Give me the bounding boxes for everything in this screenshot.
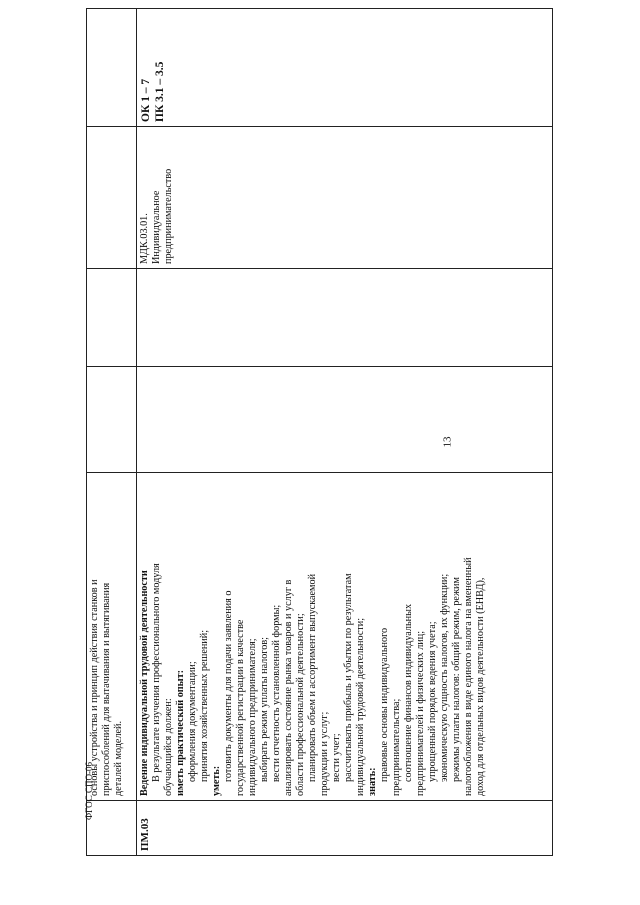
- table-row-pm03: [137, 8, 553, 855]
- skills-line: продукции и услуг;: [319, 711, 330, 796]
- skills-heading: уметь:: [211, 765, 222, 796]
- knowledge-line: экономическую сущность налогов, их функции;: [439, 573, 450, 782]
- skills-line: индивидуального предпринимателя;: [247, 638, 258, 796]
- intro-line: В результате изучения профессионального модуля: [151, 563, 162, 782]
- knowledge-heading: знать:: [367, 767, 378, 796]
- skills-line: рассчитывать прибыль и убытки по результатам: [343, 573, 354, 782]
- content-line: приспособлений для вытачивания и вытягивания: [101, 582, 112, 796]
- experience-item: принятия хозяйственных решений;: [199, 629, 210, 782]
- skills-line: вести учет;: [331, 733, 342, 782]
- mdk-title-line: Индивидуальное: [151, 190, 162, 264]
- skills-line: индивидуальной трудовой деятельности;: [355, 617, 366, 796]
- module-title: Ведение индивидуальной трудовой деятельности: [139, 570, 150, 796]
- knowledge-line: предпринимателей и физических лиц;: [415, 630, 426, 796]
- competencies-cell: [137, 8, 553, 126]
- intro-line: обучающийся должен:: [163, 698, 174, 796]
- skills-line: выбирать режим уплаты налогов;: [259, 636, 270, 782]
- code-cell: [87, 800, 136, 855]
- content-cell: [87, 472, 136, 800]
- experience-item: оформления документации;: [187, 661, 198, 782]
- knowledge-line: упрощенный порядок ведения учета;: [427, 621, 438, 782]
- knowledge-line: режимы уплаты налогов: общий режим, режим: [451, 577, 462, 782]
- rotated-sheet: [86, 8, 553, 856]
- hours-max-cell: [87, 366, 136, 472]
- module-code: ПМ.03: [139, 818, 151, 851]
- knowledge-line: предпринимательства;: [391, 698, 402, 796]
- skills-line: области профессиональной деятельности;: [295, 613, 306, 796]
- knowledge-line: правовые основы индивидуального: [379, 627, 390, 782]
- content-line: основы устройства и принцип действия станков и: [89, 579, 100, 796]
- knowledge-line: соотношение финансов индивидуальных: [403, 603, 414, 782]
- skills-line: анализировать состояние рынка товаров и услуг в: [283, 579, 294, 796]
- mdk-cell: [137, 126, 553, 268]
- mdk-code: МДК.03.01.: [139, 213, 150, 264]
- knowledge-line: доход для отдельных видов деятельности (ЕНВД),: [475, 577, 486, 796]
- knowledge-line: налогообложения в виде единого налога на вмененный: [463, 557, 474, 796]
- content-cell: [137, 472, 553, 800]
- table-row-continuation: [87, 8, 137, 855]
- footer-note: [84, 762, 194, 824]
- mdk-title-line: предпринимательство: [163, 168, 174, 264]
- skills-line: планировать объем и ассортимент выпускаемой: [307, 573, 318, 782]
- competency-pk: ПК 3.1 – 3.5: [154, 61, 166, 122]
- mdk-cell: [87, 126, 136, 268]
- competencies-cell: [87, 8, 136, 126]
- code-cell: [137, 800, 553, 855]
- skills-line: вести отчетность установленной формы;: [271, 604, 282, 782]
- hours-class-cell: [87, 268, 136, 366]
- skills-line: государственной регистрации в качестве: [235, 619, 246, 796]
- competency-ok: ОК 1 – 7: [140, 78, 152, 122]
- content-line: деталей моделей.: [113, 720, 124, 796]
- curriculum-table: [86, 8, 553, 856]
- page-number-text: 13: [441, 436, 453, 448]
- experience-heading: иметь практический опыт:: [175, 669, 186, 796]
- hours-max-cell: [137, 366, 553, 472]
- footer-text: ФГОС СПО-06: [84, 762, 94, 820]
- skills-line: готовить документы для подачи заявления о: [223, 590, 234, 782]
- hours-class-cell: [137, 268, 553, 366]
